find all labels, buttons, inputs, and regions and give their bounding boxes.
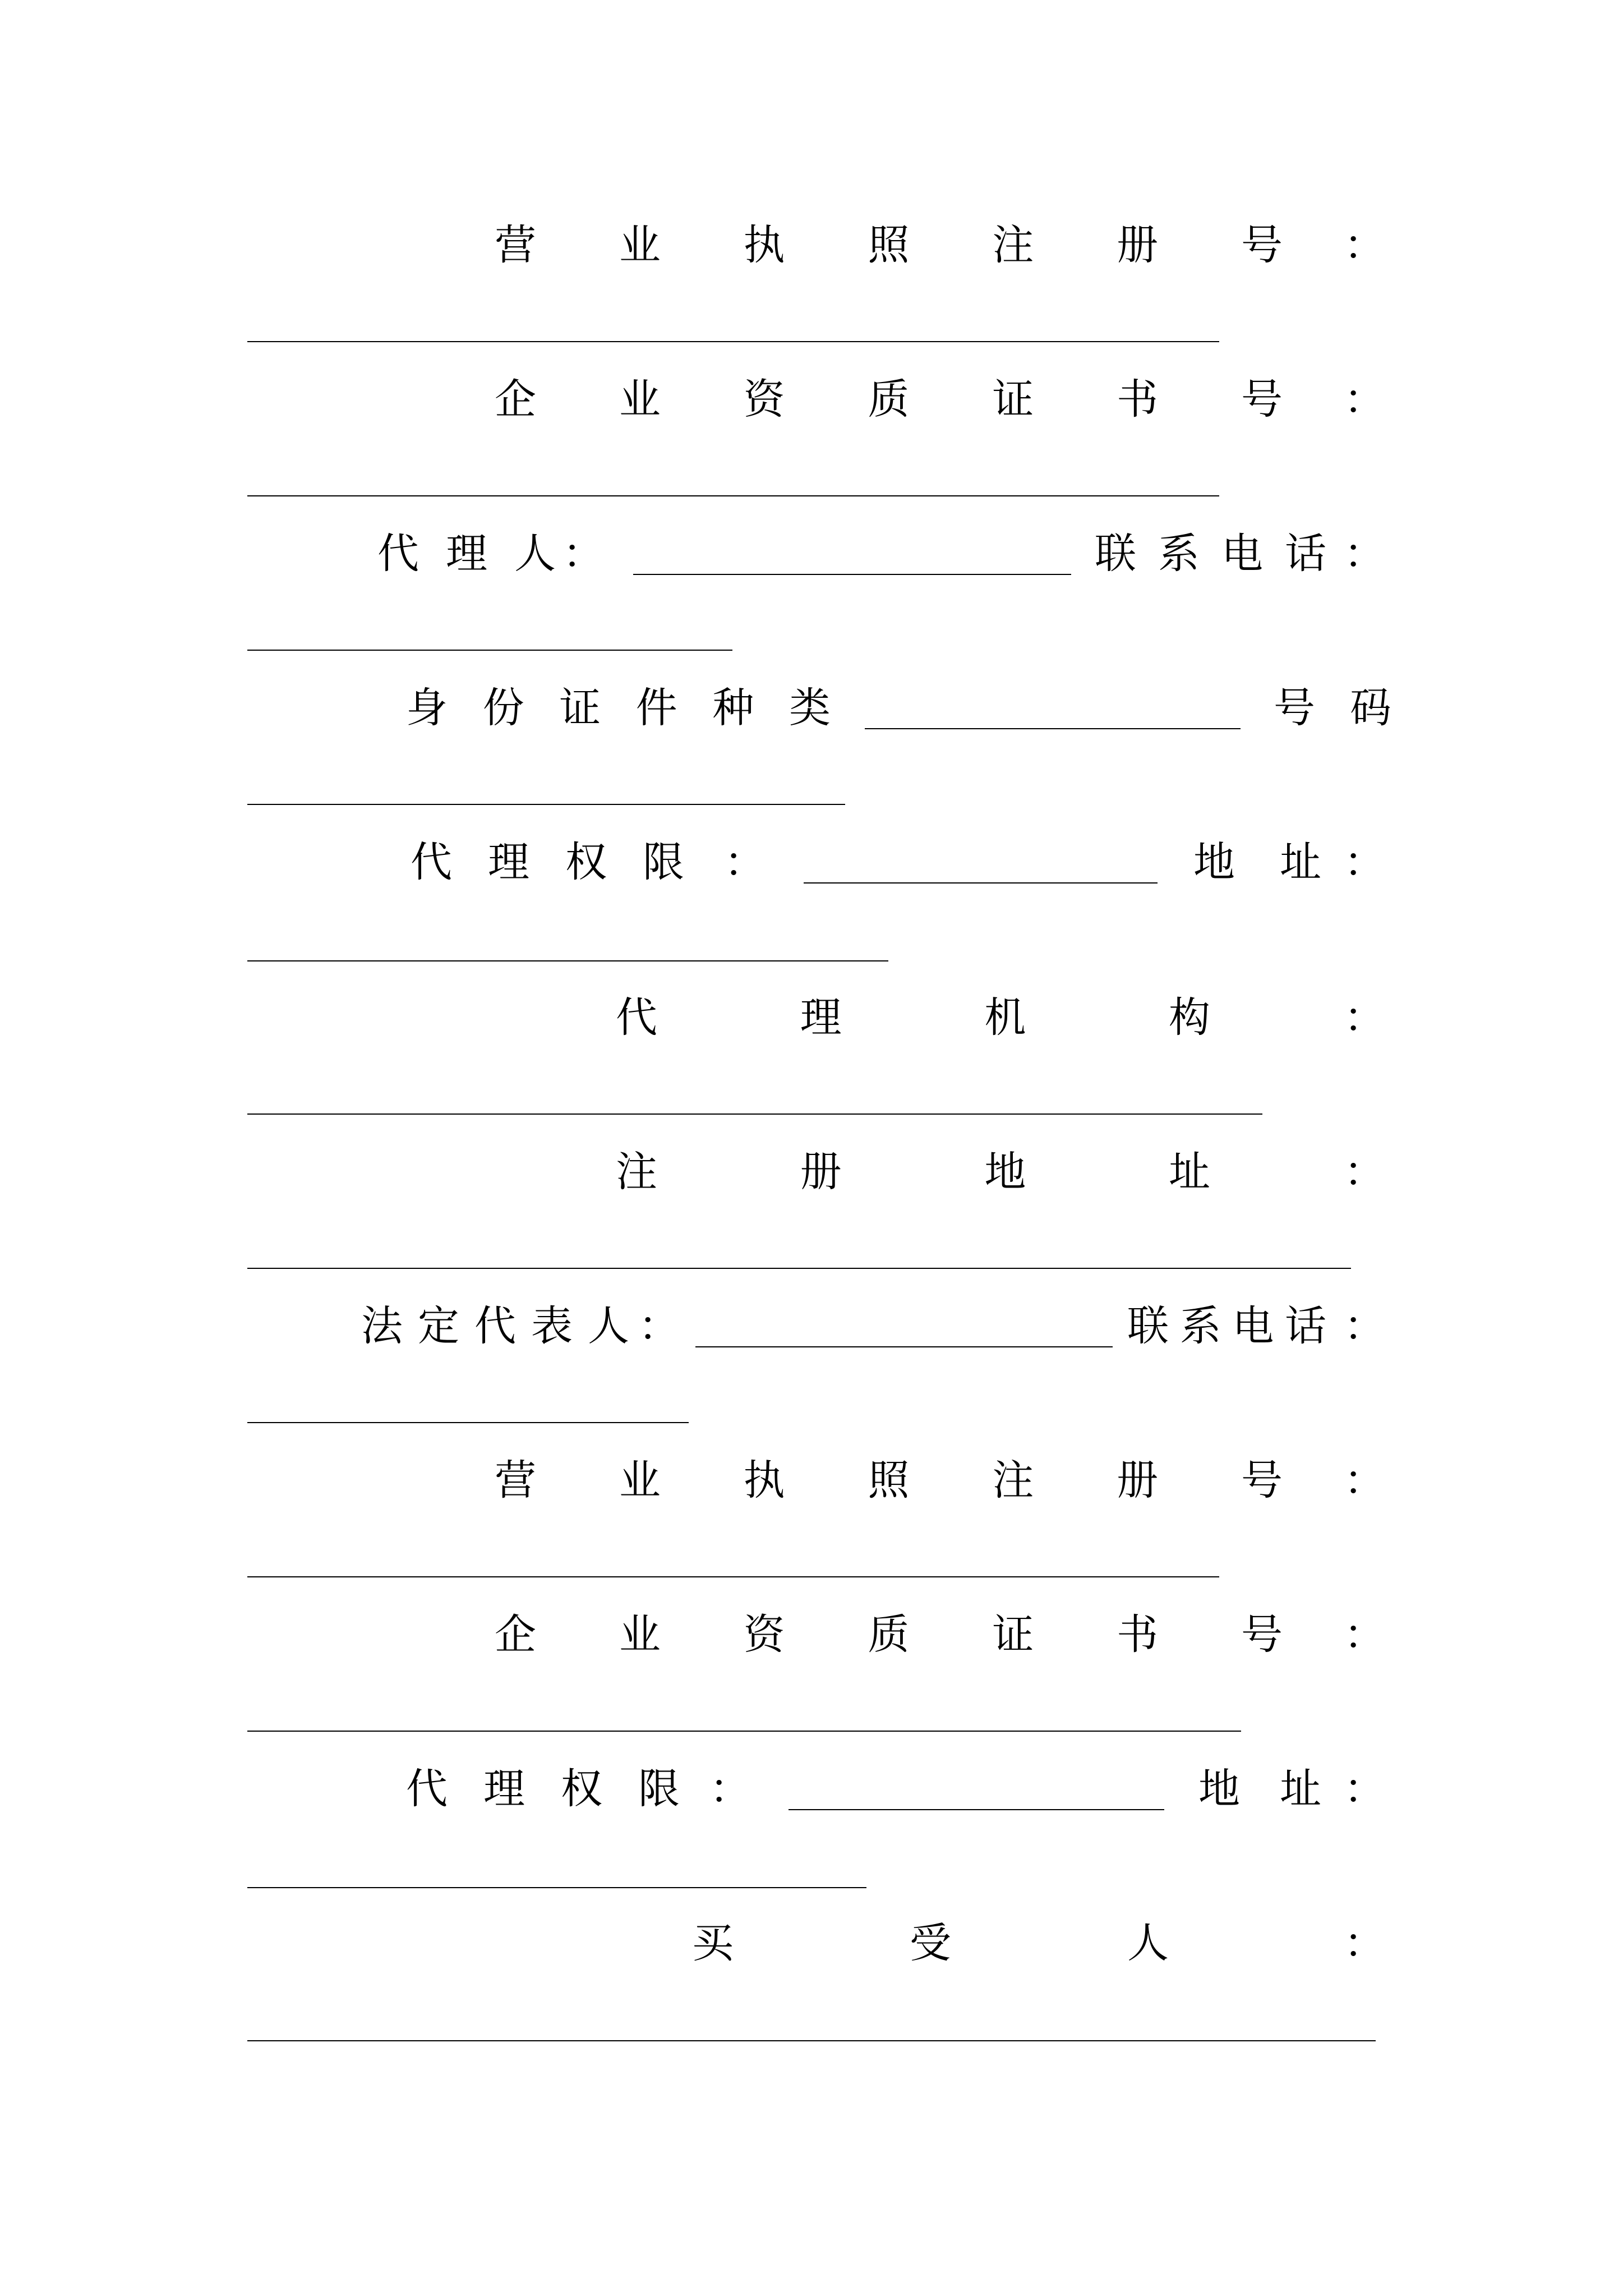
number-label: 号 码 (1274, 684, 1391, 732)
number-line[interactable] (247, 804, 845, 805)
agency-org-label: 代 理 机 构 (616, 993, 1210, 1042)
colon: ： (1344, 838, 1385, 886)
buyer-label: 买 受 人 (692, 1919, 1169, 1967)
colon: ： (709, 1765, 751, 1813)
colon: ： (1344, 375, 1385, 424)
business-license-label: 营 业 执 照 注 册 号 (495, 1456, 1283, 1504)
contact-phone-label: 联 系 电 话 (1127, 1302, 1326, 1350)
address-label: 地 址 (1198, 1765, 1321, 1813)
registered-address-line[interactable] (247, 1268, 1351, 1269)
qualification-cert-label: 企 业 资 质 证 书 号 (495, 375, 1283, 424)
agency-scope-label: 代 理 权 限 (411, 838, 684, 886)
agency-org-line[interactable] (247, 1114, 1262, 1115)
colon: ： (1344, 1611, 1385, 1659)
colon: ： (1344, 530, 1385, 578)
agent-line[interactable] (633, 574, 1071, 575)
address-line[interactable] (247, 960, 888, 961)
colon: ： (1344, 993, 1385, 1042)
colon: ： (1344, 221, 1385, 269)
qualification-cert-line[interactable] (247, 1731, 1241, 1732)
colon: ： (562, 530, 604, 578)
qualification-cert-line[interactable] (247, 495, 1219, 496)
colon: ： (1344, 1148, 1385, 1196)
colon: ： (1344, 1765, 1385, 1813)
address-label: 地 址 (1193, 838, 1321, 886)
colon: ： (1344, 1919, 1385, 1967)
agency-scope-line[interactable] (789, 1809, 1164, 1810)
business-license-label: 营 业 执 照 注 册 号 (495, 221, 1283, 269)
colon: ： (1344, 1456, 1385, 1504)
agency-scope-label: 代 理 权 限 (406, 1765, 680, 1813)
contact-phone-line[interactable] (247, 1422, 689, 1423)
legal-rep-label: 法 定 代 表 人 (361, 1302, 629, 1350)
agent-label: 代 理 人 (377, 530, 556, 578)
address-line[interactable] (247, 1887, 866, 1888)
buyer-line[interactable] (247, 2040, 1376, 2041)
contact-phone-label: 联 系 电 话 (1095, 530, 1326, 578)
id-type-label: 身 份 证 件 种 类 (406, 684, 831, 732)
qualification-cert-label: 企 业 资 质 证 书 号 (495, 1611, 1283, 1659)
legal-rep-line[interactable] (695, 1346, 1113, 1347)
colon: ： (724, 838, 766, 886)
contact-phone-line[interactable] (247, 650, 732, 651)
business-license-line[interactable] (247, 1576, 1219, 1577)
business-license-line[interactable] (247, 341, 1219, 342)
colon: ： (1344, 1302, 1385, 1350)
registered-address-label: 注 册 地 址 (616, 1148, 1210, 1196)
agency-scope-line[interactable] (804, 882, 1158, 884)
colon: ： (638, 1302, 680, 1350)
id-type-line[interactable] (865, 728, 1241, 729)
